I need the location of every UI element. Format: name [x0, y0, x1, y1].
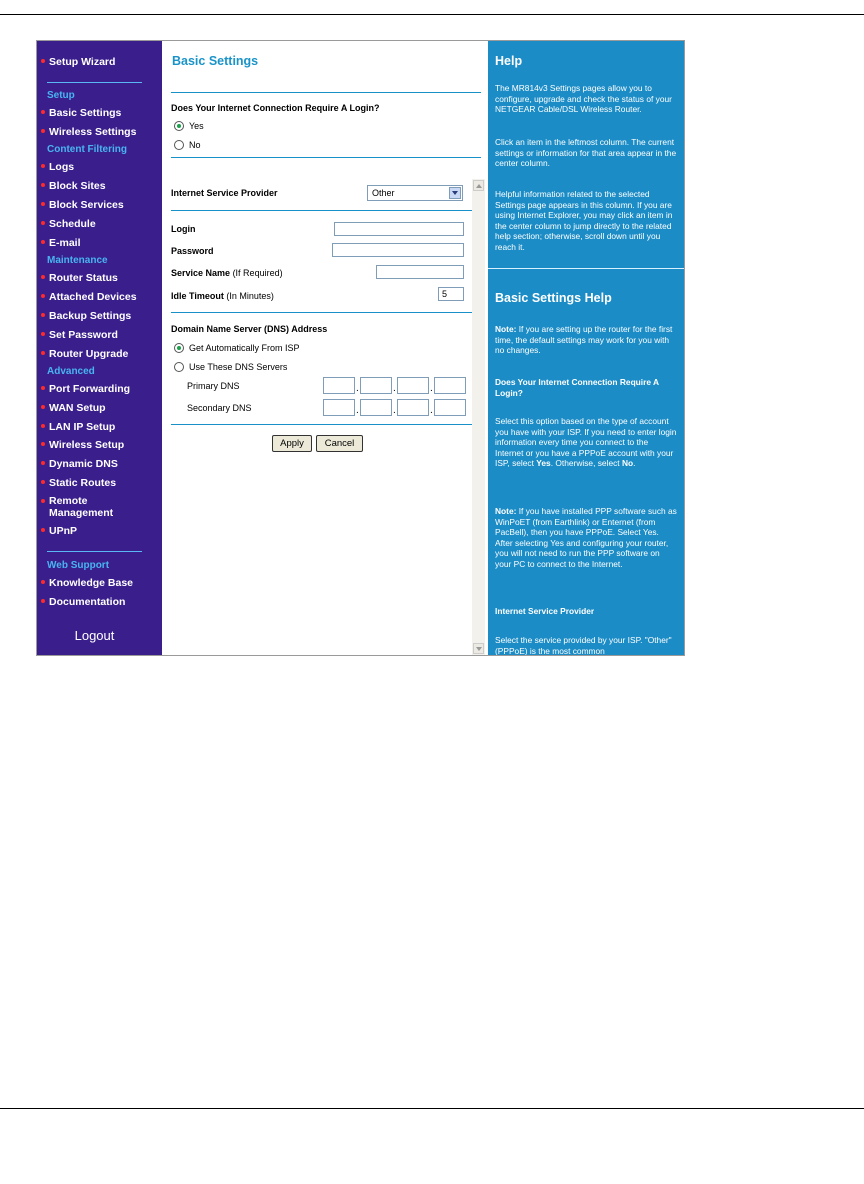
bullet-icon — [41, 221, 45, 225]
page-bottom-rule — [0, 1108, 864, 1109]
divider — [171, 157, 481, 158]
nav-knowledge-base[interactable]: Knowledge Base — [41, 577, 133, 589]
bullet-icon — [41, 275, 45, 279]
isp-selected-value: Other — [372, 188, 395, 198]
cancel-button[interactable]: Cancel — [316, 435, 363, 452]
service-name-input[interactable] — [376, 265, 464, 279]
scroll-up-icon[interactable] — [473, 180, 484, 191]
nav-setup-wizard[interactable]: Setup Wizard — [41, 56, 115, 68]
dot-separator: . — [430, 383, 433, 394]
divider — [171, 210, 481, 211]
isp-select[interactable] — [367, 185, 463, 201]
password-label: Password — [171, 246, 214, 256]
nav-backup-settings[interactable]: Backup Settings — [41, 310, 131, 322]
help-note-2 — [495, 506, 677, 570]
nav-heading-web-support: Web Support — [47, 560, 110, 571]
divider — [171, 424, 481, 425]
login-yes-label: Yes — [189, 121, 204, 131]
page-top-rule — [0, 14, 864, 15]
password-input[interactable] — [332, 243, 464, 257]
secondary-dns-octet-1[interactable] — [323, 399, 355, 416]
help-isp-heading: Internet Service Provider — [495, 606, 595, 616]
divider — [171, 92, 481, 93]
dot-separator: . — [430, 405, 433, 416]
nav-attached-devices[interactable]: Attached Devices — [41, 291, 137, 303]
p4-b: . Otherwise, select — [550, 458, 620, 469]
login-yes-radio[interactable] — [174, 121, 184, 131]
bullet-icon — [41, 480, 45, 484]
router-screenshot — [36, 40, 685, 656]
login-input[interactable] — [334, 222, 464, 236]
bullet-icon — [41, 183, 45, 187]
bullet-icon — [41, 528, 45, 532]
service-name-note: (If Required) — [232, 268, 283, 278]
page-title: Basic Settings — [172, 54, 259, 68]
nav-divider — [47, 82, 142, 83]
nav-wan-setup[interactable]: WAN Setup — [41, 402, 106, 414]
nav-heading-setup: Setup — [47, 90, 75, 101]
bullet-icon — [41, 424, 45, 428]
nav-email[interactable]: E-mail — [41, 237, 81, 249]
help-note-1 — [495, 324, 677, 356]
help-isp-text: Select the service provided by your ISP. "Other" (PPPoE) is the most common — [495, 635, 672, 655]
nav-static-routes[interactable]: Static Routes — [41, 477, 116, 489]
secondary-dns-octet-2[interactable] — [360, 399, 392, 416]
nav-upnp[interactable]: UPnP — [41, 525, 77, 537]
login-label: Login — [171, 224, 196, 234]
note-label: Note: — [495, 506, 517, 516]
bullet-icon — [41, 499, 45, 503]
bullet-icon — [41, 313, 45, 317]
help-panel — [488, 41, 685, 655]
idle-timeout-label — [171, 291, 274, 301]
dns-manual-label: Use These DNS Servers — [189, 362, 288, 372]
help-click-info: Click an item in the leftmost column. The current settings or information for that area appear in the center column. — [495, 137, 677, 169]
nav-lan-ip-setup[interactable]: LAN IP Setup — [41, 421, 115, 433]
secondary-dns-octet-3[interactable] — [397, 399, 429, 416]
idle-timeout-input[interactable]: 5 — [438, 287, 464, 301]
primary-dns-label: Primary DNS — [187, 381, 240, 391]
help-heading: Help — [495, 54, 523, 68]
bullet-icon — [41, 110, 45, 114]
dot-separator: . — [393, 405, 396, 416]
primary-dns-octet-3[interactable] — [397, 377, 429, 394]
service-name-label-text: Service Name — [171, 268, 231, 278]
bullet-icon — [41, 386, 45, 390]
bullet-icon — [41, 59, 45, 63]
nav-wireless-setup[interactable]: Wireless Setup — [41, 439, 124, 451]
service-name-label — [171, 268, 283, 278]
help-divider — [488, 268, 685, 269]
p4-yes: Yes — [536, 458, 551, 469]
login-question: Does Your Internet Connection Require A Login? — [171, 103, 380, 113]
note-2-text: If you have installed PPP software such as WinPoET (from Earthlink) or Enternet (from PacBell), then you have PPPoE. Select Yes. After selecting Yes and configuring your router, you will not need to run the PPP software on your PC to connect to the Internet. — [495, 506, 677, 569]
nav-router-upgrade[interactable]: Router Upgrade — [41, 348, 128, 360]
note-label: Note: — [495, 324, 517, 334]
dns-heading: Domain Name Server (DNS) Address — [171, 324, 328, 334]
dot-separator: . — [356, 405, 359, 416]
primary-dns-octet-4[interactable] — [434, 377, 466, 394]
login-no-label: No — [189, 140, 201, 150]
nav-documentation[interactable]: Documentation — [41, 596, 125, 608]
help-related-info: Helpful information related to the selected Settings page appears in this column. If you are using Internet Explorer, you may click an item in the center column to jump directly to the related help section; otherwise, scroll down until you reach it. — [495, 189, 673, 252]
nav-dynamic-dns[interactable]: Dynamic DNS — [41, 458, 118, 470]
bullet-icon — [41, 580, 45, 584]
help-intro: The MR814v3 Settings pages allow you to configure, upgrade and check the status of your NETGEAR Cable/DSL Wireless Router. — [495, 83, 672, 115]
apply-button[interactable]: Apply — [272, 435, 312, 452]
left-nav — [37, 41, 162, 655]
secondary-dns-label: Secondary DNS — [187, 403, 252, 413]
secondary-dns-octet-4[interactable] — [434, 399, 466, 416]
bullet-icon — [41, 351, 45, 355]
bullet-icon — [41, 164, 45, 168]
nav-set-password[interactable]: Set Password — [41, 329, 118, 341]
nav-heading-advanced: Advanced — [47, 366, 95, 377]
bullet-icon — [41, 202, 45, 206]
bullet-icon — [41, 405, 45, 409]
nav-logs[interactable]: Logs — [41, 161, 74, 173]
bullet-icon — [41, 461, 45, 465]
dot-separator: . — [393, 383, 396, 394]
dns-auto-radio[interactable] — [174, 343, 184, 353]
note-1-text: If you are setting up the router for the first time, the default settings may work for you with no changes. — [495, 324, 673, 356]
nav-router-status[interactable]: Router Status — [41, 272, 118, 284]
idle-timeout-label-text: Idle Timeout — [171, 291, 224, 301]
idle-timeout-note: (In Minutes) — [226, 291, 274, 301]
nav-wireless-settings[interactable]: Wireless Settings — [41, 126, 136, 138]
dns-manual-radio[interactable] — [174, 362, 184, 372]
p4-no: No — [621, 458, 634, 469]
nav-block-services[interactable]: Block Services — [41, 199, 124, 211]
dns-auto-label: Get Automatically From ISP — [189, 343, 300, 353]
bullet-icon — [41, 294, 45, 298]
logout-link[interactable]: Logout — [74, 628, 115, 643]
p4-a: Select this option based on the type of account you have with your ISP. If you need to enter login information every time you connect to the Internet or you have a PPPoE account with your ISP, select — [495, 416, 677, 469]
primary-dns-octet-2[interactable] — [360, 377, 392, 394]
nav-schedule[interactable]: Schedule — [41, 218, 96, 230]
bullet-icon — [41, 240, 45, 244]
nav-port-forwarding[interactable]: Port Forwarding — [41, 383, 130, 395]
nav-remote-management[interactable]: Remote Management — [41, 495, 151, 519]
p4-c: . — [633, 458, 636, 469]
isp-label: Internet Service Provider — [171, 188, 278, 198]
nav-heading-content-filtering: Content Filtering — [47, 144, 127, 155]
dot-separator: . — [356, 383, 359, 394]
bullet-icon — [41, 599, 45, 603]
bullet-icon — [41, 442, 45, 446]
chevron-down-icon — [449, 187, 461, 199]
divider — [171, 312, 481, 313]
bullet-icon — [41, 332, 45, 336]
nav-block-sites[interactable]: Block Sites — [41, 180, 106, 192]
nav-basic-settings[interactable]: Basic Settings — [41, 107, 121, 119]
nav-heading-maintenance: Maintenance — [47, 255, 108, 266]
center-scrollbar[interactable] — [472, 179, 485, 655]
help-login-explanation — [495, 416, 677, 469]
bullet-icon — [41, 129, 45, 133]
login-no-radio[interactable] — [174, 140, 184, 150]
scroll-down-icon[interactable] — [473, 643, 484, 654]
nav-divider — [47, 551, 142, 552]
help-login-question: Does Your Internet Connection Require A Login? — [495, 377, 659, 398]
settings-form — [162, 41, 487, 655]
primary-dns-octet-1[interactable] — [323, 377, 355, 394]
basic-settings-help-heading: Basic Settings Help — [495, 291, 612, 305]
